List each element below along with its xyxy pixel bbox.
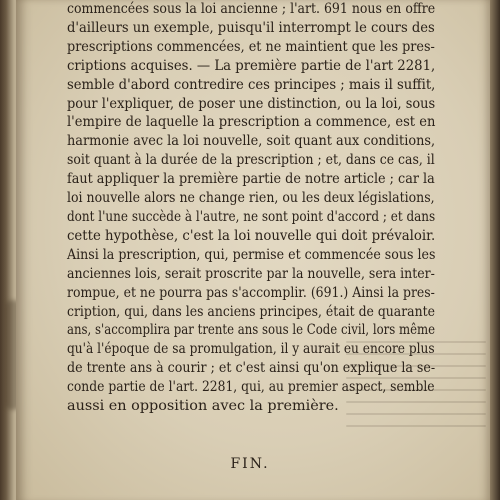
text-line: Ainsi la prescription, qui, permise et commencée sous les [67, 246, 436, 263]
text-line: cette hypothèse, c'est la loi nouvelle qui doit prévaloir. [67, 227, 436, 244]
text-line: anciennes lois, serait proscrite par la nouvelle, sera inter- [67, 265, 435, 282]
text-line: d'ailleurs un exemple, puisqu'il interrompt le cours des [67, 19, 435, 36]
text-line: loi nouvelle alors ne change rien, ou les deux législations, [67, 190, 435, 207]
text-line: commencées sous la loi ancienne ; l'art. 691 nous en offre [67, 1, 436, 17]
text-line: semble d'abord contredire ces principes ; mais il suffit, [67, 76, 436, 93]
text-line: de trente ans à courir ; et c'est ainsi qu'on explique la se- [67, 360, 436, 377]
text-line: cription, qui, dans les anciens principes, était de quarante [67, 303, 435, 320]
end-marker: FIN. [230, 456, 270, 472]
text-line: ans, s'accomplira par trente ans sous le Code civil, lors même [67, 322, 436, 339]
text-line: criptions acquises. — La première partie de l'art 2281, [67, 57, 436, 74]
body-text [67, 0, 435, 416]
text-line: prescriptions commencées, et ne maintient que les pres- [67, 38, 435, 55]
text-line: dont l'une succède à l'autre, ne sont point d'accord ; et dans [67, 208, 436, 225]
text-line: aussi en opposition avec la première. [67, 398, 339, 415]
text-line: qu'à l'époque de sa promulgation, il y aurait eu encore plus [67, 341, 435, 358]
text-line: l'empire de laquelle la prescription a commence, est en [67, 114, 436, 131]
text-line: rompue, et ne pourra pas s'accomplir. (691.) Ainsi la pres- [67, 284, 435, 301]
text-line: conde partie de l'art. 2281, qui, au premier aspect, semble [67, 379, 435, 396]
text-line: pour l'expliquer, de poser une distinction, ou la loi, sous [67, 95, 436, 112]
text-line: faut appliquer la première partie de notre article ; car la [67, 171, 435, 188]
text-line: soit quant à la durée de la prescription ; et, dans ce cas, il [67, 152, 435, 169]
text-line: harmonie avec la loi nouvelle, soit quant aux conditions, [67, 133, 436, 150]
